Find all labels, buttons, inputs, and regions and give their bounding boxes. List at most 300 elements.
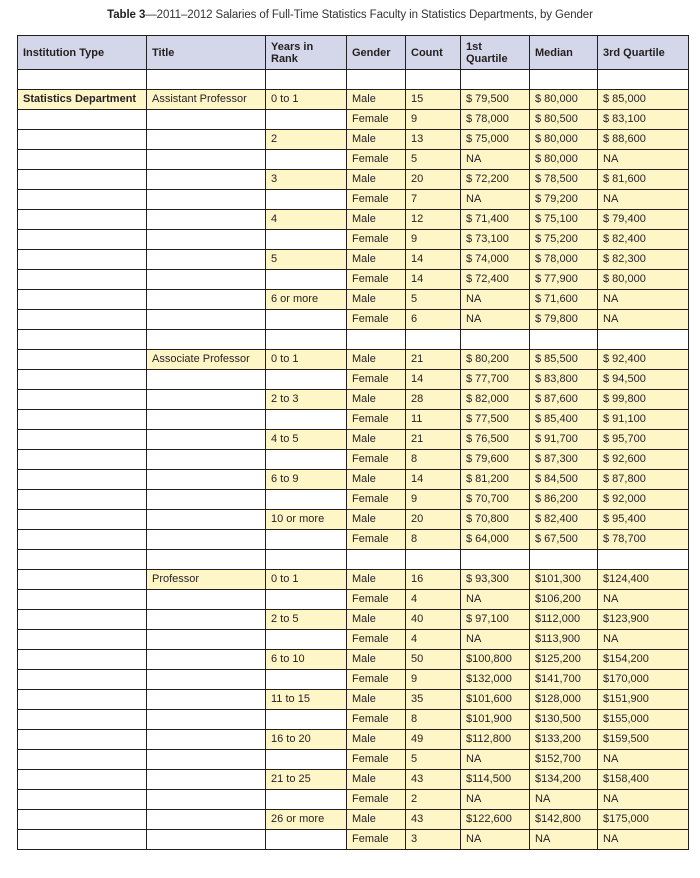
table-row bbox=[18, 610, 689, 630]
title-cell bbox=[147, 190, 266, 210]
institution-type-cell bbox=[18, 570, 147, 590]
years-in-rank-cell bbox=[266, 630, 347, 650]
first-quartile-cell: $114,500 bbox=[461, 770, 530, 790]
median-cell: $130,500 bbox=[530, 710, 598, 730]
title-cell bbox=[147, 130, 266, 150]
gender-cell: Male bbox=[347, 170, 406, 190]
third-quartile-cell: $ 92,600 bbox=[598, 450, 689, 470]
table-row bbox=[18, 390, 689, 410]
count-cell: 3 bbox=[406, 830, 461, 850]
title-cell bbox=[147, 790, 266, 810]
gender-cell: Female bbox=[347, 190, 406, 210]
first-quartile-cell: $ 70,800 bbox=[461, 510, 530, 530]
institution-type-cell bbox=[18, 710, 147, 730]
years-in-rank-cell bbox=[266, 590, 347, 610]
first-quartile-cell: $ 93,300 bbox=[461, 570, 530, 590]
first-quartile-cell: $ 77,500 bbox=[461, 410, 530, 430]
first-quartile-cell bbox=[461, 330, 530, 350]
institution-type-cell bbox=[18, 350, 147, 370]
years-in-rank-cell bbox=[266, 670, 347, 690]
table-caption-text: —2011–2012 Salaries of Full-Time Statistics Faculty in Statistics Departments, by Gender bbox=[145, 9, 593, 21]
table-row bbox=[18, 630, 689, 650]
header-median: Median bbox=[530, 36, 598, 70]
title-cell bbox=[147, 810, 266, 830]
third-quartile-cell: $170,000 bbox=[598, 670, 689, 690]
count-cell: 8 bbox=[406, 710, 461, 730]
median-cell: $ 83,800 bbox=[530, 370, 598, 390]
title-cell bbox=[147, 310, 266, 330]
third-quartile-cell: $124,400 bbox=[598, 570, 689, 590]
header-row bbox=[18, 36, 689, 70]
median-cell: $ 78,500 bbox=[530, 170, 598, 190]
gender-cell: Male bbox=[347, 210, 406, 230]
institution-type-cell bbox=[18, 630, 147, 650]
median-cell: $ 91,700 bbox=[530, 430, 598, 450]
title-cell bbox=[147, 630, 266, 650]
table-row bbox=[18, 450, 689, 470]
first-quartile-cell: $112,800 bbox=[461, 730, 530, 750]
gender-cell: Male bbox=[347, 390, 406, 410]
median-cell: $125,200 bbox=[530, 650, 598, 670]
median-cell: $ 85,500 bbox=[530, 350, 598, 370]
table-row bbox=[18, 670, 689, 690]
table-row bbox=[18, 190, 689, 210]
first-quartile-cell: $101,600 bbox=[461, 690, 530, 710]
years-in-rank-cell: 6 to 10 bbox=[266, 650, 347, 670]
years-in-rank-cell: 11 to 15 bbox=[266, 690, 347, 710]
first-quartile-cell: $ 80,200 bbox=[461, 350, 530, 370]
gender-cell: Female bbox=[347, 230, 406, 250]
first-quartile-cell: $ 71,400 bbox=[461, 210, 530, 230]
count-cell: 43 bbox=[406, 770, 461, 790]
table-caption-label: Table 3 bbox=[107, 9, 146, 21]
table-row bbox=[18, 790, 689, 810]
table-row bbox=[18, 310, 689, 330]
title-cell: Professor bbox=[147, 570, 266, 590]
title-cell bbox=[147, 330, 266, 350]
title-cell bbox=[147, 210, 266, 230]
median-cell: $ 80,500 bbox=[530, 110, 598, 130]
third-quartile-cell: $123,900 bbox=[598, 610, 689, 630]
table-caption bbox=[0, 9, 700, 21]
institution-type-cell bbox=[18, 510, 147, 530]
header-years-in-rank: Years in Rank bbox=[266, 36, 347, 70]
years-in-rank-cell bbox=[266, 410, 347, 430]
count-cell: 49 bbox=[406, 730, 461, 750]
table-row bbox=[18, 330, 689, 350]
institution-type-cell bbox=[18, 150, 147, 170]
third-quartile-cell: $ 82,300 bbox=[598, 250, 689, 270]
years-in-rank-cell bbox=[266, 110, 347, 130]
title-cell bbox=[147, 390, 266, 410]
count-cell: 7 bbox=[406, 190, 461, 210]
institution-type-cell bbox=[18, 370, 147, 390]
institution-type-cell bbox=[18, 470, 147, 490]
third-quartile-cell: $ 88,600 bbox=[598, 130, 689, 150]
gender-cell: Female bbox=[347, 270, 406, 290]
title-cell bbox=[147, 450, 266, 470]
title-cell bbox=[147, 250, 266, 270]
first-quartile-cell: $ 77,700 bbox=[461, 370, 530, 390]
years-in-rank-cell: 0 to 1 bbox=[266, 570, 347, 590]
third-quartile-cell: $ 94,500 bbox=[598, 370, 689, 390]
table-row bbox=[18, 810, 689, 830]
median-cell: $ 78,000 bbox=[530, 250, 598, 270]
table-row bbox=[18, 510, 689, 530]
institution-type-cell bbox=[18, 790, 147, 810]
gender-cell: Female bbox=[347, 110, 406, 130]
gender-cell: Female bbox=[347, 590, 406, 610]
institution-type-cell bbox=[18, 170, 147, 190]
third-quartile-cell bbox=[598, 330, 689, 350]
years-in-rank-cell: 6 to 9 bbox=[266, 470, 347, 490]
third-quartile-cell: $151,900 bbox=[598, 690, 689, 710]
institution-type-cell bbox=[18, 730, 147, 750]
first-quartile-cell: $ 64,000 bbox=[461, 530, 530, 550]
table-row bbox=[18, 370, 689, 390]
count-cell: 9 bbox=[406, 490, 461, 510]
third-quartile-cell: NA bbox=[598, 590, 689, 610]
years-in-rank-cell bbox=[266, 750, 347, 770]
years-in-rank-cell bbox=[266, 550, 347, 570]
gender-cell: Male bbox=[347, 430, 406, 450]
institution-type-cell bbox=[18, 310, 147, 330]
first-quartile-cell: $ 78,000 bbox=[461, 110, 530, 130]
first-quartile-cell: NA bbox=[461, 290, 530, 310]
title-cell bbox=[147, 730, 266, 750]
third-quartile-cell: NA bbox=[598, 290, 689, 310]
table-row bbox=[18, 90, 689, 110]
gender-cell: Male bbox=[347, 350, 406, 370]
count-cell: 8 bbox=[406, 530, 461, 550]
first-quartile-cell: $ 82,000 bbox=[461, 390, 530, 410]
gender-cell: Male bbox=[347, 90, 406, 110]
third-quartile-cell: $ 85,000 bbox=[598, 90, 689, 110]
title-cell bbox=[147, 370, 266, 390]
count-cell bbox=[406, 70, 461, 90]
first-quartile-cell: $132,000 bbox=[461, 670, 530, 690]
institution-type-cell bbox=[18, 530, 147, 550]
first-quartile-cell: NA bbox=[461, 830, 530, 850]
count-cell: 5 bbox=[406, 750, 461, 770]
years-in-rank-cell bbox=[266, 190, 347, 210]
first-quartile-cell: $ 70,700 bbox=[461, 490, 530, 510]
first-quartile-cell: $ 73,100 bbox=[461, 230, 530, 250]
count-cell: 14 bbox=[406, 470, 461, 490]
median-cell: $ 67,500 bbox=[530, 530, 598, 550]
years-in-rank-cell: 6 or more bbox=[266, 290, 347, 310]
title-cell bbox=[147, 510, 266, 530]
third-quartile-cell: $175,000 bbox=[598, 810, 689, 830]
years-in-rank-cell bbox=[266, 710, 347, 730]
institution-type-cell: Statistics Department bbox=[18, 90, 147, 110]
institution-type-cell bbox=[18, 70, 147, 90]
institution-type-cell bbox=[18, 230, 147, 250]
median-cell: $ 87,300 bbox=[530, 450, 598, 470]
gender-cell: Female bbox=[347, 630, 406, 650]
first-quartile-cell: $ 75,000 bbox=[461, 130, 530, 150]
institution-type-cell bbox=[18, 130, 147, 150]
years-in-rank-cell bbox=[266, 450, 347, 470]
years-in-rank-cell: 5 bbox=[266, 250, 347, 270]
table-row bbox=[18, 590, 689, 610]
table-row bbox=[18, 210, 689, 230]
first-quartile-cell: $ 97,100 bbox=[461, 610, 530, 630]
median-cell: $ 86,200 bbox=[530, 490, 598, 510]
table-row bbox=[18, 570, 689, 590]
third-quartile-cell: $ 79,400 bbox=[598, 210, 689, 230]
first-quartile-cell: $ 72,400 bbox=[461, 270, 530, 290]
institution-type-cell bbox=[18, 390, 147, 410]
title-cell bbox=[147, 550, 266, 570]
title-cell: Associate Professor bbox=[147, 350, 266, 370]
table-row bbox=[18, 470, 689, 490]
first-quartile-cell bbox=[461, 550, 530, 570]
institution-type-cell bbox=[18, 270, 147, 290]
years-in-rank-cell bbox=[266, 530, 347, 550]
years-in-rank-cell: 10 or more bbox=[266, 510, 347, 530]
count-cell: 20 bbox=[406, 510, 461, 530]
count-cell: 40 bbox=[406, 610, 461, 630]
median-cell: $112,000 bbox=[530, 610, 598, 630]
title-cell bbox=[147, 610, 266, 630]
median-cell: $ 84,500 bbox=[530, 470, 598, 490]
institution-type-cell bbox=[18, 770, 147, 790]
table-row bbox=[18, 550, 689, 570]
institution-type-cell bbox=[18, 610, 147, 630]
count-cell: 43 bbox=[406, 810, 461, 830]
title-cell bbox=[147, 470, 266, 490]
count-cell: 35 bbox=[406, 690, 461, 710]
third-quartile-cell: $ 95,700 bbox=[598, 430, 689, 450]
table-row bbox=[18, 110, 689, 130]
institution-type-cell bbox=[18, 290, 147, 310]
first-quartile-cell: $ 74,000 bbox=[461, 250, 530, 270]
first-quartile-cell: NA bbox=[461, 630, 530, 650]
table-row bbox=[18, 410, 689, 430]
years-in-rank-cell bbox=[266, 330, 347, 350]
institution-type-cell bbox=[18, 190, 147, 210]
count-cell: 13 bbox=[406, 130, 461, 150]
table-row bbox=[18, 290, 689, 310]
table-row bbox=[18, 150, 689, 170]
median-cell: $106,200 bbox=[530, 590, 598, 610]
salary-table bbox=[17, 35, 689, 850]
third-quartile-cell: $ 83,100 bbox=[598, 110, 689, 130]
years-in-rank-cell: 0 to 1 bbox=[266, 90, 347, 110]
table-row bbox=[18, 690, 689, 710]
first-quartile-cell: $ 72,200 bbox=[461, 170, 530, 190]
count-cell: 9 bbox=[406, 110, 461, 130]
gender-cell: Female bbox=[347, 670, 406, 690]
third-quartile-cell: $ 92,400 bbox=[598, 350, 689, 370]
count-cell: 9 bbox=[406, 670, 461, 690]
table-row bbox=[18, 230, 689, 250]
title-cell bbox=[147, 690, 266, 710]
median-cell bbox=[530, 330, 598, 350]
table-row bbox=[18, 750, 689, 770]
first-quartile-cell: $101,900 bbox=[461, 710, 530, 730]
first-quartile-cell: $100,800 bbox=[461, 650, 530, 670]
gender-cell: Female bbox=[347, 310, 406, 330]
third-quartile-cell: $ 92,000 bbox=[598, 490, 689, 510]
third-quartile-cell bbox=[598, 550, 689, 570]
median-cell bbox=[530, 70, 598, 90]
title-cell bbox=[147, 490, 266, 510]
years-in-rank-cell: 0 to 1 bbox=[266, 350, 347, 370]
gender-cell: Male bbox=[347, 130, 406, 150]
first-quartile-cell: NA bbox=[461, 310, 530, 330]
years-in-rank-cell: 2 to 3 bbox=[266, 390, 347, 410]
first-quartile-cell: $ 79,600 bbox=[461, 450, 530, 470]
gender-cell bbox=[347, 330, 406, 350]
count-cell: 5 bbox=[406, 290, 461, 310]
years-in-rank-cell: 2 bbox=[266, 130, 347, 150]
table-row bbox=[18, 130, 689, 150]
institution-type-cell bbox=[18, 450, 147, 470]
count-cell bbox=[406, 550, 461, 570]
gender-cell: Male bbox=[347, 730, 406, 750]
median-cell: $ 71,600 bbox=[530, 290, 598, 310]
title-cell bbox=[147, 530, 266, 550]
institution-type-cell bbox=[18, 110, 147, 130]
header-third-quartile: 3rd Quartile bbox=[598, 36, 689, 70]
gender-cell: Male bbox=[347, 690, 406, 710]
count-cell: 16 bbox=[406, 570, 461, 590]
count-cell: 14 bbox=[406, 270, 461, 290]
third-quartile-cell: NA bbox=[598, 750, 689, 770]
median-cell: $134,200 bbox=[530, 770, 598, 790]
years-in-rank-cell bbox=[266, 830, 347, 850]
table-row bbox=[18, 490, 689, 510]
count-cell: 2 bbox=[406, 790, 461, 810]
first-quartile-cell: $122,600 bbox=[461, 810, 530, 830]
count-cell: 14 bbox=[406, 370, 461, 390]
institution-type-cell bbox=[18, 650, 147, 670]
table-row bbox=[18, 430, 689, 450]
header-institution-type: Institution Type bbox=[18, 36, 147, 70]
years-in-rank-cell: 3 bbox=[266, 170, 347, 190]
header-title: Title bbox=[147, 36, 266, 70]
median-cell: $113,900 bbox=[530, 630, 598, 650]
title-cell bbox=[147, 150, 266, 170]
title-cell bbox=[147, 670, 266, 690]
title-cell bbox=[147, 170, 266, 190]
median-cell: $142,800 bbox=[530, 810, 598, 830]
title-cell bbox=[147, 650, 266, 670]
gender-cell bbox=[347, 70, 406, 90]
title-cell bbox=[147, 770, 266, 790]
institution-type-cell bbox=[18, 590, 147, 610]
third-quartile-cell: $ 99,800 bbox=[598, 390, 689, 410]
title-cell bbox=[147, 430, 266, 450]
third-quartile-cell: $ 87,800 bbox=[598, 470, 689, 490]
count-cell: 21 bbox=[406, 430, 461, 450]
median-cell: $ 82,400 bbox=[530, 510, 598, 530]
median-cell: $ 75,200 bbox=[530, 230, 598, 250]
third-quartile-cell: NA bbox=[598, 190, 689, 210]
gender-cell: Female bbox=[347, 750, 406, 770]
median-cell: $ 75,100 bbox=[530, 210, 598, 230]
gender-cell: Male bbox=[347, 250, 406, 270]
table-row bbox=[18, 710, 689, 730]
table-row bbox=[18, 650, 689, 670]
title-cell: Assistant Professor bbox=[147, 90, 266, 110]
title-cell bbox=[147, 110, 266, 130]
years-in-rank-cell bbox=[266, 490, 347, 510]
years-in-rank-cell: 26 or more bbox=[266, 810, 347, 830]
gender-cell: Male bbox=[347, 810, 406, 830]
gender-cell: Female bbox=[347, 450, 406, 470]
count-cell: 4 bbox=[406, 630, 461, 650]
first-quartile-cell: $ 79,500 bbox=[461, 90, 530, 110]
median-cell: NA bbox=[530, 830, 598, 850]
third-quartile-cell: NA bbox=[598, 150, 689, 170]
third-quartile-cell: NA bbox=[598, 310, 689, 330]
first-quartile-cell: NA bbox=[461, 150, 530, 170]
count-cell: 8 bbox=[406, 450, 461, 470]
gender-cell: Male bbox=[347, 290, 406, 310]
years-in-rank-cell bbox=[266, 230, 347, 250]
third-quartile-cell: $ 82,400 bbox=[598, 230, 689, 250]
third-quartile-cell: NA bbox=[598, 630, 689, 650]
third-quartile-cell: NA bbox=[598, 830, 689, 850]
years-in-rank-cell: 21 to 25 bbox=[266, 770, 347, 790]
gender-cell bbox=[347, 550, 406, 570]
title-cell bbox=[147, 290, 266, 310]
third-quartile-cell: NA bbox=[598, 790, 689, 810]
institution-type-cell bbox=[18, 810, 147, 830]
first-quartile-cell: NA bbox=[461, 190, 530, 210]
title-cell bbox=[147, 750, 266, 770]
institution-type-cell bbox=[18, 210, 147, 230]
years-in-rank-cell bbox=[266, 270, 347, 290]
median-cell: $133,200 bbox=[530, 730, 598, 750]
title-cell bbox=[147, 70, 266, 90]
institution-type-cell bbox=[18, 430, 147, 450]
median-cell: $ 85,400 bbox=[530, 410, 598, 430]
gender-cell: Male bbox=[347, 610, 406, 630]
median-cell: $141,700 bbox=[530, 670, 598, 690]
median-cell: NA bbox=[530, 790, 598, 810]
median-cell: $101,300 bbox=[530, 570, 598, 590]
years-in-rank-cell: 16 to 20 bbox=[266, 730, 347, 750]
third-quartile-cell: $158,400 bbox=[598, 770, 689, 790]
count-cell: 5 bbox=[406, 150, 461, 170]
header-first-quartile: 1st Quartile bbox=[461, 36, 530, 70]
institution-type-cell bbox=[18, 550, 147, 570]
table-row bbox=[18, 350, 689, 370]
gender-cell: Male bbox=[347, 770, 406, 790]
first-quartile-cell: NA bbox=[461, 790, 530, 810]
third-quartile-cell: $ 81,600 bbox=[598, 170, 689, 190]
gender-cell: Male bbox=[347, 570, 406, 590]
count-cell: 50 bbox=[406, 650, 461, 670]
institution-type-cell bbox=[18, 490, 147, 510]
median-cell: $128,000 bbox=[530, 690, 598, 710]
years-in-rank-cell: 4 bbox=[266, 210, 347, 230]
institution-type-cell bbox=[18, 250, 147, 270]
count-cell: 14 bbox=[406, 250, 461, 270]
count-cell: 9 bbox=[406, 230, 461, 250]
count-cell: 15 bbox=[406, 90, 461, 110]
gender-cell: Female bbox=[347, 710, 406, 730]
count-cell: 6 bbox=[406, 310, 461, 330]
gender-cell: Female bbox=[347, 370, 406, 390]
first-quartile-cell bbox=[461, 70, 530, 90]
table-row bbox=[18, 170, 689, 190]
median-cell: $ 79,800 bbox=[530, 310, 598, 330]
